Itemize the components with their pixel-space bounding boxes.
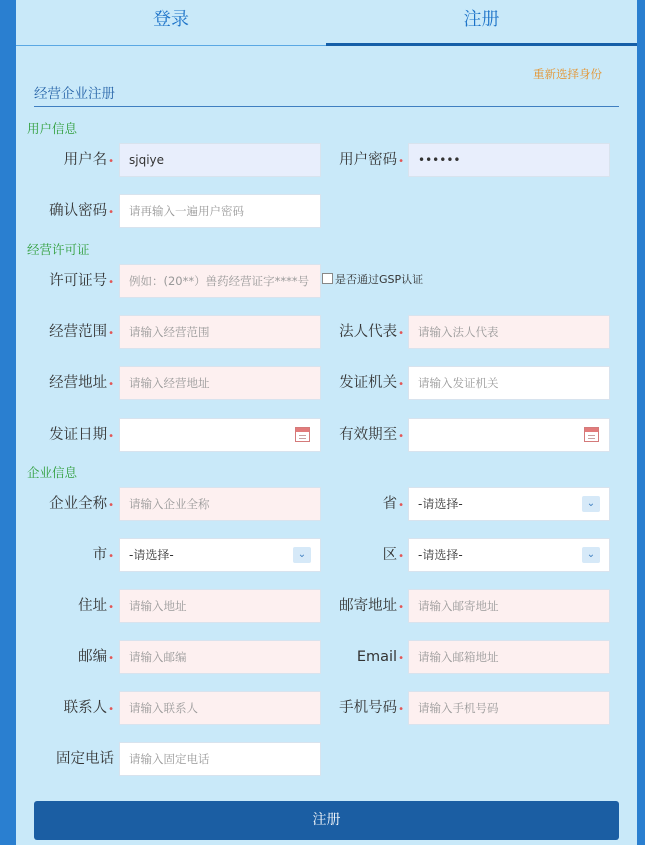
city-label: 市• [92, 547, 114, 563]
biz-address-input[interactable]: 请输入经营地址 [119, 366, 321, 400]
required-mark: • [108, 156, 114, 167]
mail-address-label: 邮寄地址• [339, 598, 404, 614]
reselect-identity-link[interactable]: 重新选择身份 [533, 67, 602, 81]
city-select[interactable]: -请选择- ⌄ [119, 538, 321, 572]
required-mark: • [108, 207, 114, 218]
phone-input[interactable]: 请输入固定电话 [119, 742, 321, 776]
chevron-down-icon[interactable]: ⌄ [582, 547, 600, 563]
postcode-input[interactable]: 请输入邮编 [119, 640, 321, 674]
tab-bar [16, 0, 637, 46]
required-mark: • [398, 551, 404, 562]
required-mark: • [398, 704, 404, 715]
issue-date-label: 发证日期• [49, 427, 114, 443]
required-mark: • [398, 431, 404, 442]
required-mark: • [108, 379, 114, 390]
license-no-label: 许可证号• [49, 273, 114, 289]
scope-input[interactable]: 请输入经营范围 [119, 315, 321, 349]
province-select[interactable]: -请选择- ⌄ [408, 487, 610, 521]
valid-until-input[interactable] [408, 418, 610, 452]
section-user-info: 用户信息 [27, 121, 78, 136]
calendar-icon[interactable] [295, 427, 310, 442]
contact-label: 联系人• [63, 700, 114, 716]
legal-rep-label: 法人代表• [339, 324, 404, 340]
issuer-input[interactable]: 请输入发证机关 [408, 366, 610, 400]
username-label: 用户名• [63, 152, 114, 168]
tab-login[interactable]: 登录 [16, 0, 326, 46]
confirm-password-label: 确认密码• [49, 203, 114, 219]
required-mark: • [108, 277, 114, 288]
biz-address-label: 经营地址• [49, 375, 114, 391]
section-license: 经营许可证 [27, 242, 90, 257]
postcode-label: 邮编• [78, 649, 114, 665]
email-input[interactable]: 请输入邮箱地址 [408, 640, 610, 674]
register-submit-button[interactable]: 注册 [34, 801, 619, 840]
required-mark: • [398, 328, 404, 339]
required-mark: • [398, 156, 404, 167]
email-label: Email• [356, 649, 404, 665]
required-mark: • [398, 500, 404, 511]
required-mark: • [398, 379, 404, 390]
issue-date-input[interactable] [119, 418, 321, 452]
section-company: 企业信息 [27, 465, 78, 480]
phone-label: 固定电话 [56, 751, 114, 767]
license-no-input[interactable]: 例如：(20**）兽药经营证字****号 [119, 264, 321, 298]
district-select[interactable]: -请选择- ⌄ [408, 538, 610, 572]
required-mark: • [108, 653, 114, 664]
required-mark: • [108, 704, 114, 715]
background-strip-left [0, 0, 16, 845]
required-mark: • [108, 551, 114, 562]
required-mark: • [108, 500, 114, 511]
password-input[interactable]: •••••• [408, 143, 610, 177]
calendar-icon[interactable] [584, 427, 599, 442]
company-name-input[interactable]: 请输入企业全称 [119, 487, 321, 521]
tab-register[interactable]: 注册 [326, 0, 637, 46]
mobile-label: 手机号码• [339, 700, 404, 716]
page-title: 经营企业注册 [34, 82, 619, 107]
issuer-label: 发证机关• [339, 375, 404, 391]
mobile-input[interactable]: 请输入手机号码 [408, 691, 610, 725]
checkbox-icon[interactable] [322, 273, 333, 284]
address-label: 住址• [78, 598, 114, 614]
chevron-down-icon[interactable]: ⌄ [582, 496, 600, 512]
username-input[interactable]: sjqiye [119, 143, 321, 177]
scope-label: 经营范围• [49, 324, 114, 340]
required-mark: • [108, 602, 114, 613]
valid-until-label: 有效期至• [339, 427, 404, 443]
background-strip-right [637, 0, 645, 845]
required-mark: • [398, 602, 404, 613]
required-mark: • [398, 653, 404, 664]
chevron-down-icon[interactable]: ⌄ [293, 547, 311, 563]
legal-rep-input[interactable]: 请输入法人代表 [408, 315, 610, 349]
required-mark: • [108, 328, 114, 339]
password-label: 用户密码• [339, 152, 404, 168]
province-label: 省• [382, 496, 404, 512]
contact-input[interactable]: 请输入联系人 [119, 691, 321, 725]
mail-address-input[interactable]: 请输入邮寄地址 [408, 589, 610, 623]
district-label: 区• [382, 547, 404, 563]
company-name-label: 企业全称• [49, 496, 114, 512]
gsp-checkbox[interactable]: 是否通过GSP认证 [322, 271, 423, 287]
required-mark: • [108, 431, 114, 442]
address-input[interactable]: 请输入地址 [119, 589, 321, 623]
confirm-password-input[interactable]: 请再输入一遍用户密码 [119, 194, 321, 228]
register-panel [16, 0, 637, 845]
